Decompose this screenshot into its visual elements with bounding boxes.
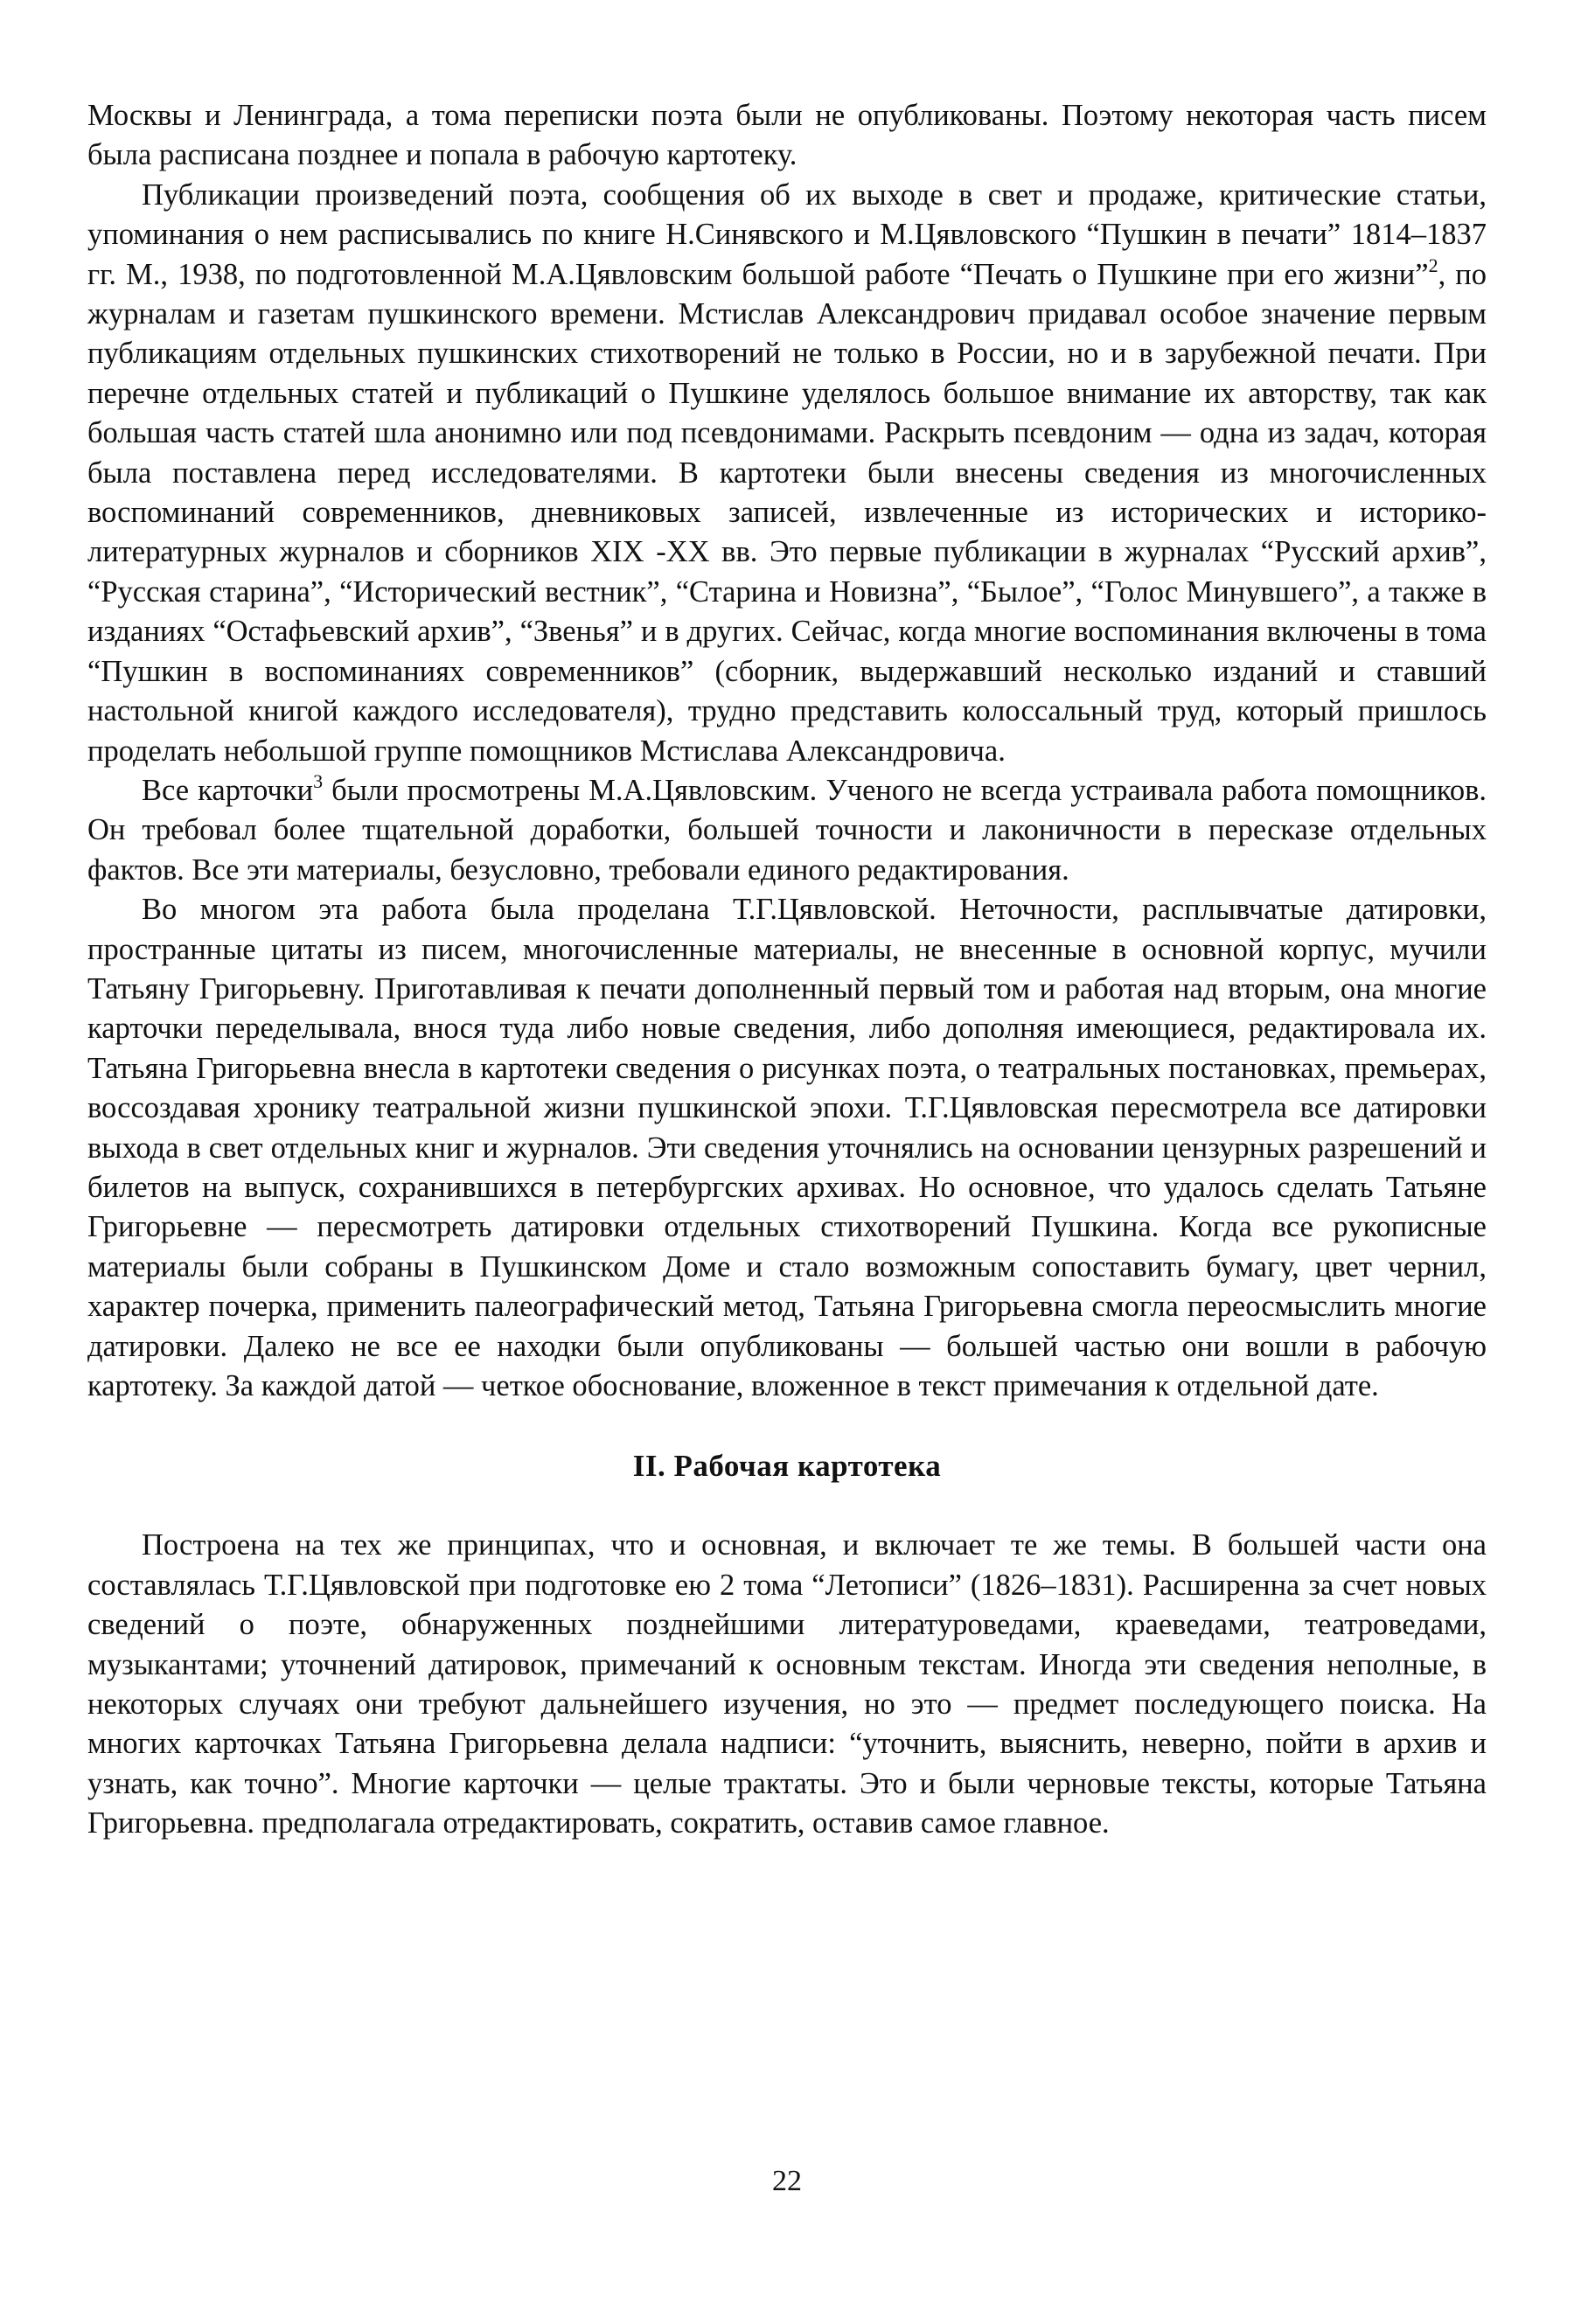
paragraph-editing: Во многом эта работа была проделана Т.Г.Цявловской. Неточности, расплывчатые датировки, пространные цитаты из писем, многочисленные материалы, не внесенные в основной корпус, мучили Татьяну Григорьевну. Приготавливая к печати дополненный первый том и работая над вторым, она многие карточки переделывала, внося туда либо новые сведения, либо дополняя имеющиеся, редактировала их. Татьяна Григорьевна внесла в картотеки сведения о рисунках поэта, о театральных постановках, премьерах, воссоздавая хронику театральной жизни пушкинской эпохи. Т.Г.Цявловская пересмотрела все датировки выхода в свет отдельных книг и журналов. Эти сведения уточнялись на основании цензурных разрешений и билетов на выпуск, сохранившихся в петербургских архивах. Но основное, что удалось сделать Татьяне Григорьевне — пересмотреть датировки отдельных стихотворений Пушкина. Когда все рукописные материалы были собраны в Пушкинском Доме и стало возможным сопоставить бумагу, цвет чернил, характер почерка, применить палеографический метод, Татьяна Григорьевна смогла переосмыслить многие датировки. Далеко не все ее находки были опубликованы — большей частью они вошли в рабочую картотеку. За каждой датой — четкое обоснование, вложенное в текст примечания к отдельной дате.: [87, 893, 1487, 1402]
page-number: 22: [772, 2165, 802, 2197]
paragraph-continuation: Москвы и Ленинграда, а тома переписки поэта были не опубликованы. Поэтому некоторая часть писем была расписана позднее и попала в рабочую картотеку.: [87, 99, 1487, 172]
paragraph-cards-review-text-b: были просмотрены М.А.Цявловским. Ученого не всегда устраивала работа помощников. Он требовал более тщательной доработки, большей точности и лаконичности в пересказе отдельных фактов. Все эти материалы, безусловно, требовали единого редактирования.: [87, 773, 1487, 887]
paragraph-publications-text-a: Публикации произведений поэта, сообщения об их выходе в свет и продаже, критические статьи, упоминания о нем расписывались по книге Н.Синявского и М.Цявловского “Пушкин в печати” 1814–1837 гг. М., 1938, по подготовленной М.А.Цявловским большой работе “Печать о Пушкине при его жизни”: [87, 177, 1487, 291]
paragraph-publications: [87, 176, 1487, 771]
footnote-ref-2: 2: [1428, 254, 1438, 276]
paragraph-cards-review-text-a: Все карточки: [142, 773, 314, 807]
paragraph-cards-review: [87, 771, 1487, 890]
document-page: [87, 96, 1487, 1844]
footnote-ref-3: 3: [313, 769, 324, 792]
paragraph-publications-text-b: , по журналам и газетам пушкинского времени. Мстислав Александрович придавал особое значение первым публикациям отдельных пушкинских стихотворений не только в России, но и в зарубежной печати. При перечне отдельных статей и публикаций о Пушкине уделялось большое внимание их авторству, так как большая часть статей шла анонимно или под псевдонимами. Раскрыть псевдоним — одна из задач, которая была поставлена перед исследователями. В картотеки были внесены сведения из многочисленных воспоминаний современников, дневниковых записей, извлеченные из исторических и историко-литературных журналов и сборников XIX -XX вв. Это первые публикации в журналах “Русский архив”, “Русская старина”, “Исторический вестник”, “Старина и Новизна”, “Былое”, “Голос Минувшего”, а также в изданиях “Остафьевский архив”, “Звенья” и в других. Сейчас, когда многие воспоминания включены в тома “Пушкин в воспоминаниях современников” (сборник, выдержавший несколько изданий и ставший настольной книгой каждого исследователя), трудно представить колоссальный труд, который пришлось проделать небольшой группе помощников Мстислава Александровича.: [87, 257, 1487, 768]
section-heading: II. Рабочая картотека: [632, 1449, 942, 1484]
paragraph-working-index: Построена на тех же принципах, что и основная, и включает те же темы. В большей части она составлялась Т.Г.Цявловской при подготовке ею 2 тома “Летописи” (1826–1831). Расширенна за счет новых сведений о поэте, обнаруженных позднейшими литературоведами, краеведами, театроведами, музыкантами; уточнений датировок, примечаний к основным текстам. Иногда эти сведения неполные, в некоторых случаях они требуют дальнейшего изучения, но это — предмет последующего поиска. На многих карточках Татьяна Григорьевна делала надписи: “уточнить, выяснить, неверно, пойти в архив и узнать, как точно”. Многие карточки — целые трактаты. Это и были черновые тексты, которые Татьяна Григорьевна. предполагала отредактировать, сократить, оставив самое главное.: [87, 1528, 1487, 1840]
